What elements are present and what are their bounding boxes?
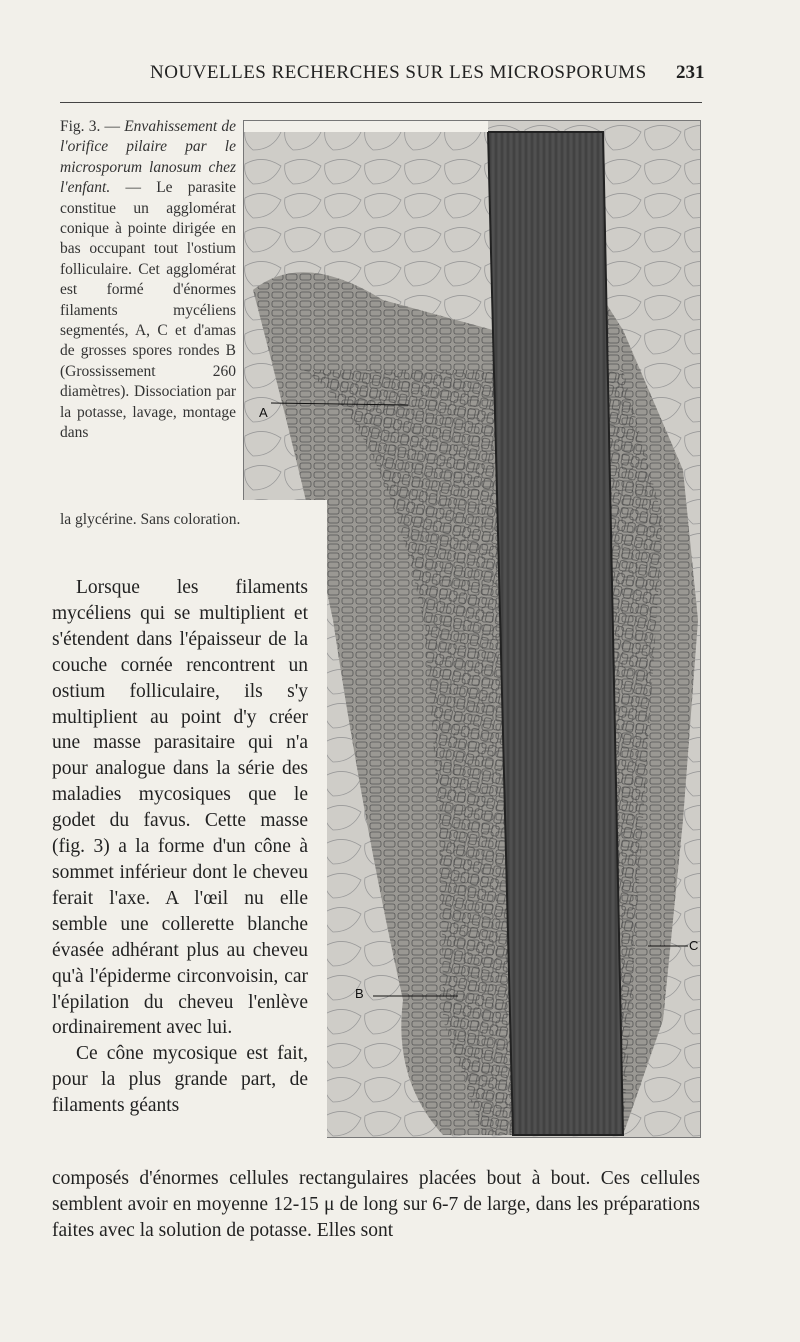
- running-title: NOUVELLES RECHERCHES SUR LES MICROSPORUMS: [150, 62, 647, 83]
- figure-caption: [60, 117, 236, 444]
- paragraph-2-start: Ce cône mycosique est fait, pour la plus grande part, de filaments géants: [52, 1043, 308, 1117]
- caption-last-line: la glycérine. Sans coloration.: [60, 511, 241, 528]
- caption-body: — Le parasite constitue un agglomérat conique à pointe dirigée en bas occupant tout l'ostium folliculaire. Cet agglomérat est formé d'énormes filaments mycéliens segmentés, A, C et d'amas de grosses spores rondes B (Grossissement 260 diamètres). Dissociation par la potasse, lavage, montage dans: [60, 179, 236, 442]
- figure-label-b: B: [355, 986, 364, 1001]
- figure-label-a: A: [259, 405, 268, 420]
- figure-label-c: C: [689, 938, 699, 953]
- caption-lead: Fig. 3. —: [60, 118, 125, 135]
- paragraph-1: Lorsque les filaments mycéliens qui se multiplient et s'étendent dans l'épaisseur de la couche cornée rencontrent un ostium folliculaire, ils s'y multiplient au point d'y créer une masse parasitaire qui n'a pour analogue dans la série des maladies mycosiques que le godet du favus. Cette masse (fig. 3) a la forme d'un cône à sommet inférieur dont le cheveu ferait l'axe. A l'œil nu elle semble une collerette blanche évasée adhérant plus au cheveu qu'à l'épiderme circonvoisin, car l'épilation du cheveu l'enlève ordinairement avec lui.: [52, 577, 308, 1039]
- header-rule: [60, 102, 702, 103]
- paragraph-2-continued: composés d'énormes cellules rectangulaires placées bout à bout. Ces cellules semblent avoir en moyenne 12-15 μ de long sur 6-7 de large, dans les préparations faites avec la solution de potasse. Elles sont: [52, 1168, 700, 1241]
- caption-title: Envahissement de l'orifice pilaire par le microsporum lanosum chez l'enfant.: [60, 118, 237, 197]
- page-number: 231: [676, 62, 705, 83]
- body-column: [52, 575, 308, 1119]
